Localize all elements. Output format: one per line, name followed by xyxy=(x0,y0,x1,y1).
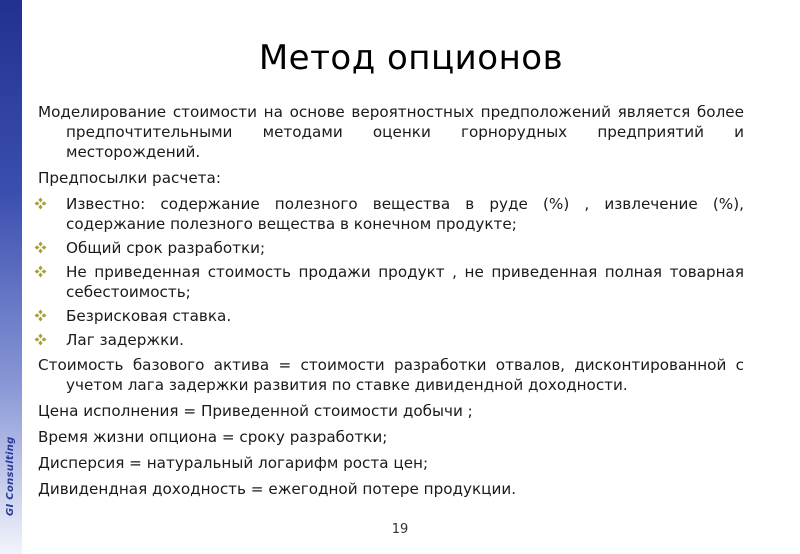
list-item xyxy=(38,194,744,234)
base-asset-paragraph: Стоимость базового актива = стоимости разработки отвалов, дисконтированной с учетом лага задержки развития по ставке дивидендной доходности. xyxy=(38,356,744,394)
prereq-list xyxy=(38,194,744,350)
bullet-text: Безрисковая ставка. xyxy=(66,307,232,325)
list-item xyxy=(38,238,744,258)
exercise-price-line: Цена исполнения = Приведенной стоимости добычи ; xyxy=(38,402,473,420)
diamond-cluster-icon xyxy=(34,241,47,254)
diamond-cluster-icon xyxy=(34,333,47,346)
bullet-text: Лаг задержки. xyxy=(66,331,184,349)
option-life-line: Время жизни опциона = сроку разработки; xyxy=(38,428,388,446)
bullet-text: Известно: содержание полезного вещества в руде (%) , извлечение (%), содержание полезного вещества в конечном продукте; xyxy=(66,195,744,233)
diamond-cluster-icon xyxy=(34,197,47,210)
bullet-text: Общий срок разработки; xyxy=(66,239,266,257)
list-item xyxy=(38,306,744,326)
slide-title: Метод опционов xyxy=(258,38,564,78)
diamond-cluster-icon xyxy=(34,265,47,278)
prereq-heading: Предпосылки расчета: xyxy=(38,169,221,187)
diamond-cluster-icon xyxy=(34,309,47,322)
page-number: 19 xyxy=(391,522,409,537)
bullet-text: Не приведенная стоимость продажи продукт , не приведенная полная товарная себестоимость; xyxy=(66,263,744,301)
list-item xyxy=(38,330,744,350)
list-item xyxy=(38,262,744,302)
variance-line: Дисперсия = натуральный логарифм роста цен; xyxy=(38,454,429,472)
dividend-yield-line: Дивидендная доходность = ежегодной потере продукции. xyxy=(38,480,517,498)
brand-label: GI Consulting xyxy=(5,436,16,516)
intro-paragraph: Моделирование стоимости на основе вероятностных предположений является более предпочтительными методами оценки горнорудных предприятий и месторождений. xyxy=(38,103,744,161)
slide-content xyxy=(38,102,744,505)
